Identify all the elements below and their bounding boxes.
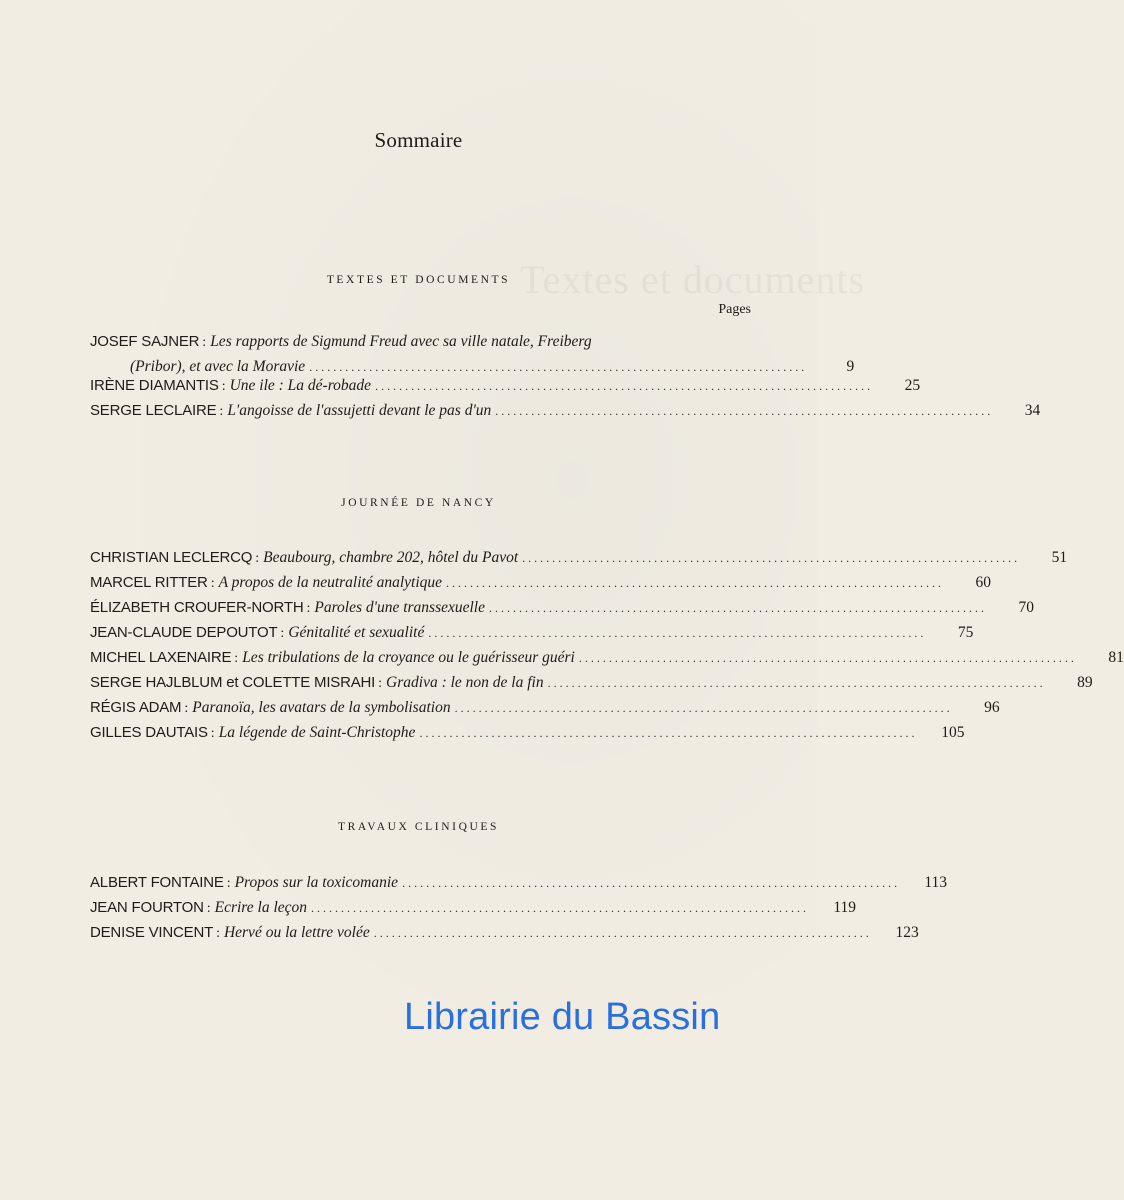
toc-entry: SERGE LECLAIRE : L'angoisse de l'assujetti devant le pas d'un . . . 34 [90,399,751,424]
dot-leader [374,921,869,945]
show-through-text: Textes et documents [520,257,865,302]
toc-entry: GILLES DAUTAIS : La légende de Saint-Christophe . . . 105 [90,721,751,746]
page-title: Sommaire [374,128,463,152]
entry-title: Les tribulations de la croyance ou le guérisseur guéri [242,649,575,666]
dot-leader [419,721,914,745]
entry-title: Beaubourg, chambre 202, hôtel du Pavot [263,549,519,566]
entry-author: SERGE HAJLBLUM et COLETTE MISRAHI [90,674,376,691]
entry-page-number: 123 [895,924,919,941]
dot-leader [522,546,1017,570]
dot-leader [548,671,1043,695]
pages-column-label: Pages [718,302,751,317]
entry-page-number: 105 [941,724,965,741]
entry-page-number: 119 [833,899,857,916]
entry-author: JEAN FOURTON [90,899,204,916]
dot-leader [489,596,984,620]
entry-title: Hervé ou la lettre volée [223,924,370,941]
toc-entry: JEAN-CLAUDE DEPOUTOT : Génitalité et sexualité . . . 75 [90,621,751,646]
entry-page-number: 113 [924,874,948,891]
dot-leader [455,696,950,720]
entry-author: JOSEF SAJNER [90,333,200,350]
entry-page-number: 34 [1024,402,1041,419]
entry-author: GILLES DAUTAIS [90,724,208,741]
entry-author: ALBERT FONTAINE [90,874,224,891]
entry-author: MICHEL LAXENAIRE [90,649,232,666]
section-heading-journee-de-nancy: JOURNÉE DE NANCY [341,497,496,509]
entry-title: Ecrire la leçon [214,899,308,916]
entry-author: ÉLIZABETH CROUFER-NORTH [90,599,304,616]
entry-page-number: 25 [904,377,921,394]
toc-entry: DENISE VINCENT : Hervé ou la lettre volée . . . 123 [90,921,751,946]
entry-title: L'angoisse de l'assujetti devant le pas d'un [227,402,492,419]
entry-page-number: 70 [1018,599,1034,616]
dot-leader [311,896,806,920]
entry-author: DENISE VINCENT [90,924,214,941]
dot-leader [446,571,941,595]
entry-author: SERGE LECLAIRE [90,402,217,419]
entry-title: Gradiva : le non de la fin [386,674,544,691]
entry-title: Génitalité et sexualité [288,624,425,641]
watermark-text: Librairie du Bassin [404,996,721,1038]
section-heading-textes-et-documents: TEXTES ET DOCUMENTS [326,274,511,286]
toc-entry: RÉGIS ADAM : Paranoïa, les avatars de la symbolisation . . . 96 [90,696,751,721]
entry-author: JEAN-CLAUDE DEPOUTOT [90,624,278,641]
toc-entry: SERGE HAJLBLUM et COLETTE MISRAHI : Gradiva : le non de la fin . . . 89 [90,671,751,696]
toc-entry: IRÈNE DIAMANTIS : Une ile : La dé-robade . . . 25 [90,374,751,399]
toc-entry: ALBERT FONTAINE : Propos sur la toxicomanie . . . 113 [90,871,751,896]
entry-author: RÉGIS ADAM [90,699,182,716]
toc-entry: MICHEL LAXENAIRE : Les tribulations de la croyance ou le guérisseur guéri . . . 81 [90,646,751,671]
entry-page-number: 60 [975,574,992,591]
entry-title: Paranoïa, les avatars de la symbolisation [192,699,451,716]
entry-title: A propos de la neutralité analytique [218,574,443,591]
entry-author: IRÈNE DIAMANTIS [90,377,219,394]
dot-leader [402,871,897,895]
dot-leader [579,646,1074,670]
toc-entry: MARCEL RITTER : A propos de la neutralité analytique . . . 60 [90,571,751,596]
entry-page-number: 81 [1108,649,1124,666]
dot-leader [495,399,990,423]
dot-leader [428,621,923,645]
entry-title: Les rapports de Sigmund Freud avec sa ville natale, Freiberg [210,333,592,350]
dot-leader [375,374,870,398]
entry-author: CHRISTIAN LECLERCQ [90,549,253,566]
entry-title: La légende de Saint-Christophe [218,724,416,741]
entry-title-continued: (Pribor), et avec la Moravie [130,358,306,375]
entry-page-number: 75 [957,624,974,641]
entry-page-number: 9 [846,358,855,375]
section-heading-travaux-cliniques: TRAVAUX CLINIQUES [337,821,500,833]
toc-entry: JOSEF SAJNER : Les rapports de Sigmund Freud avec sa ville natale, Freiberg (Pribor), et avec la Moravie . . . 9 [90,330,751,380]
toc-entry: ÉLIZABETH CROUFER-NORTH : Paroles d'une transsexuelle . . . 70 [90,596,751,621]
entry-title: Propos sur la toxicomanie [234,874,399,891]
entry-page-number: 89 [1077,674,1093,691]
entry-author: MARCEL RITTER [90,574,208,591]
toc-entry: CHRISTIAN LECLERCQ : Beaubourg, chambre 202, hôtel du Pavot . . . 51 [90,546,751,571]
entry-page-number: 96 [984,699,1000,716]
toc-entry: JEAN FOURTON : Ecrire la leçon . . . 119 [90,896,751,921]
entry-page-number: 51 [1051,549,1068,566]
entry-title: Une ile : La dé-robade [229,377,372,394]
entry-title: Paroles d'une transsexuelle [314,599,485,616]
